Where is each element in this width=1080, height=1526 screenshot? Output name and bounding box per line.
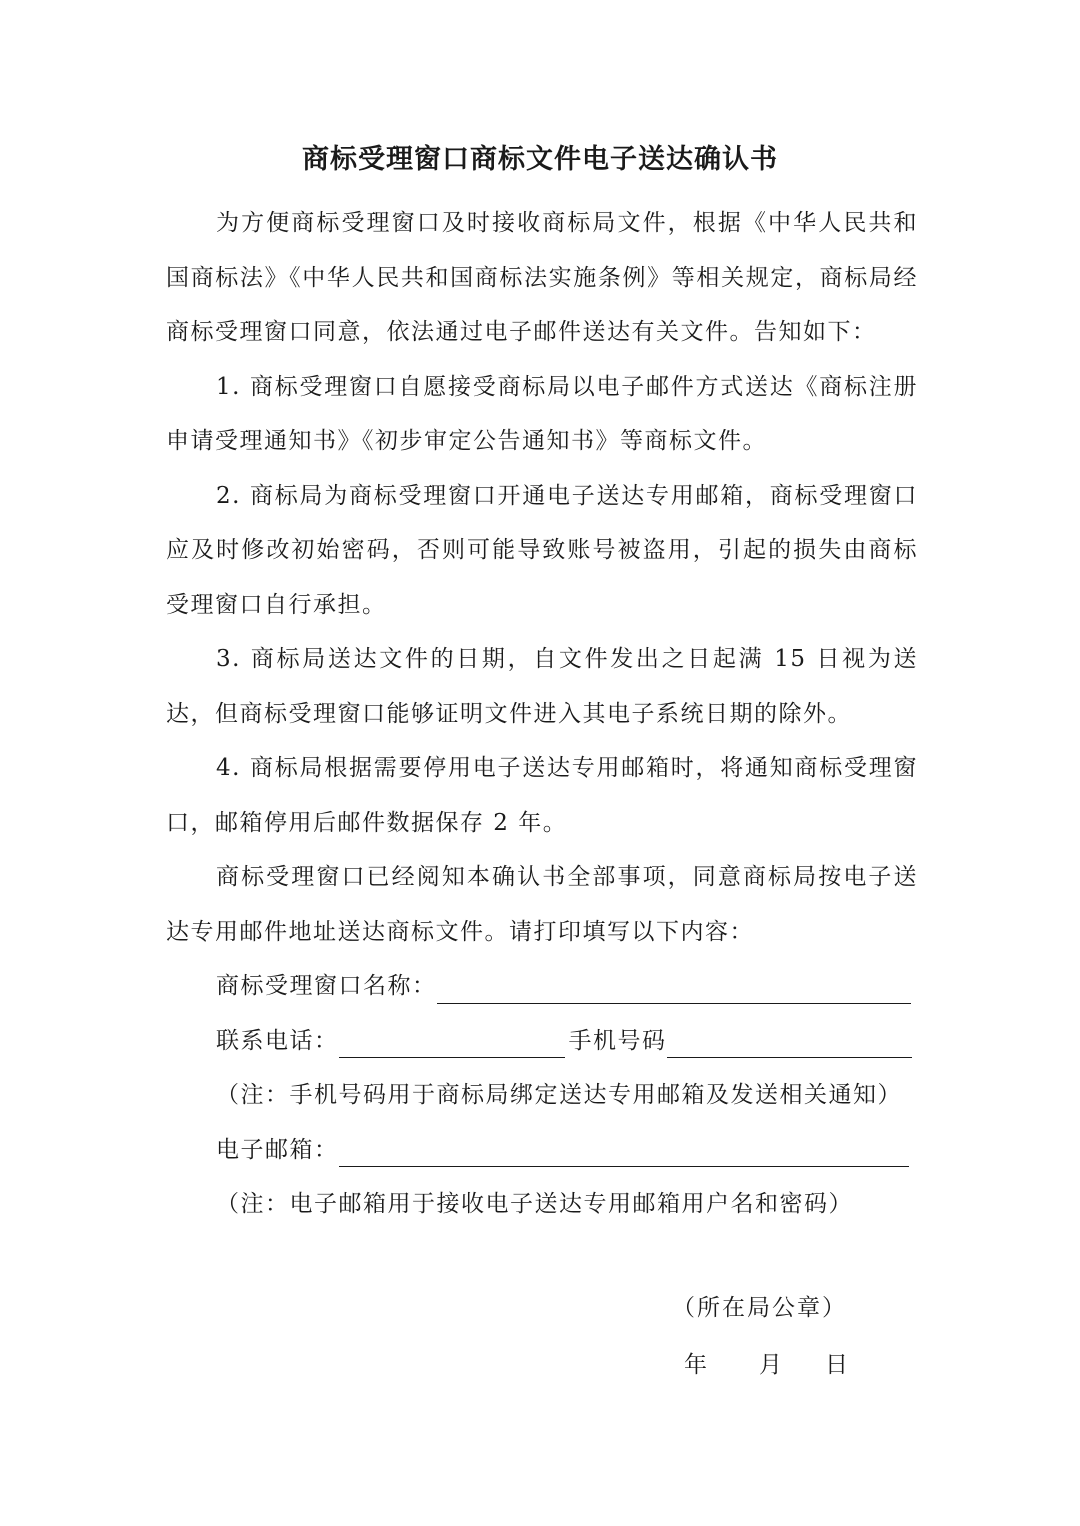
date-month-label: 月: [759, 1352, 782, 1378]
window-name-label: 商标受理窗口名称：: [216, 973, 437, 999]
email-row: [166, 1123, 918, 1178]
phone-label: 联系电话：: [216, 1027, 339, 1054]
mobile-label: 手机号码: [568, 1027, 667, 1054]
mobile-blank[interactable]: [667, 1023, 912, 1058]
email-blank[interactable]: [339, 1132, 909, 1167]
seal-placeholder: （所在局公章）: [672, 1295, 847, 1321]
intro-paragraph: 为方便商标受理窗口及时接收商标局文件，根据《中华人民共和国商标法》《中华人民共和国商标法实施条例》等相关规定，商标局经商标受理窗口同意，依法通过电子邮件送达有关文件。告知如下：: [166, 210, 918, 345]
closing-paragraph: 商标受理窗口已经阅知本确认书全部事项，同意商标局按电子送达专用邮件地址送达商标文件。请打印填写以下内容：: [166, 864, 918, 945]
window-name-row: [166, 959, 918, 1014]
document-body: [166, 196, 918, 1232]
item-1: 1. 商标受理窗口自愿接受商标局以电子邮件方式送达《商标注册申请受理通知书》《初步审定公告通知书》等商标文件。: [166, 373, 918, 454]
window-name-blank[interactable]: [437, 969, 911, 1004]
document-title: 商标受理窗口商标文件电子送达确认书: [302, 144, 778, 175]
item-4: 4. 商标局根据需要停用电子送达专用邮箱时，将通知商标受理窗口，邮箱停用后邮件数据保存 2 年。: [166, 755, 918, 836]
mobile-note: （注：手机号码用于商标局绑定送达专用邮箱及发送相关通知）: [216, 1082, 902, 1108]
email-note: （注：电子邮箱用于接收电子送达专用邮箱用户名和密码）: [216, 1191, 853, 1217]
phone-blank[interactable]: [339, 1023, 565, 1058]
phone-row: [166, 1014, 918, 1069]
date-year-label: 年: [684, 1352, 707, 1378]
date-day-label: 日: [825, 1352, 848, 1378]
email-label: 电子邮箱：: [216, 1136, 339, 1163]
item-3: 3. 商标局送达文件的日期，自文件发出之日起满 15 日视为送达，但商标受理窗口能够证明文件进入其电子系统日期的除外。: [166, 646, 918, 727]
item-2: 2. 商标局为商标受理窗口开通电子送达专用邮箱，商标受理窗口应及时修改初始密码，否则可能导致账号被盗用，引起的损失由商标受理窗口自行承担。: [166, 482, 918, 618]
